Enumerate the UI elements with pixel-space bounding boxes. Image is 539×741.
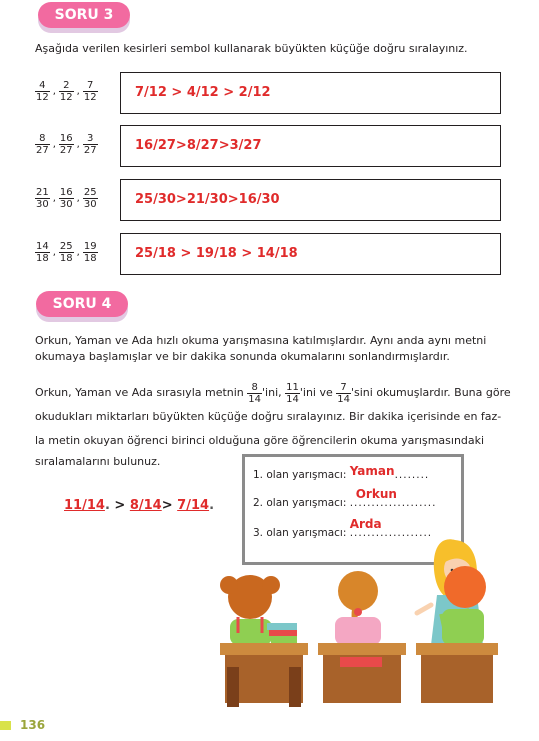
fraction-numerator: 4	[35, 80, 50, 92]
fraction-denominator: 27	[59, 145, 73, 156]
page-number: 136	[20, 718, 46, 732]
fraction-denominator: 12	[83, 92, 97, 103]
fraction-numerator: 25	[59, 241, 73, 252]
fraction	[59, 133, 74, 156]
fraction-numerator: 8	[247, 382, 262, 394]
comma-separator: ,	[76, 193, 80, 204]
board-answer-3: Arda	[349, 517, 382, 531]
fraction-numerator: 21	[36, 187, 49, 198]
fraction-denominator: 14	[248, 393, 262, 405]
comma-separator: ,	[76, 247, 80, 258]
fraction-numerator: 7	[336, 382, 351, 394]
fraction	[59, 80, 74, 103]
fraction-numerator: 11	[286, 381, 299, 393]
fraction-row-3	[35, 187, 98, 210]
soru-4-paragraph-1-line-1: Orkun, Yaman ve Ada hızlı okuma yarışmasına katılmışlardır. Aynı anda aynı metni	[35, 334, 487, 347]
soru-3-instruction: Aşağıda verilen kesirleri sembol kullanarak büyükten küçüğe doğru sıralayınız.	[35, 42, 468, 55]
fraction-numerator: 8	[35, 133, 50, 145]
fraction-numerator: 19	[83, 241, 97, 252]
board-dots-2: ....................	[349, 497, 437, 509]
fraction	[83, 80, 98, 103]
answer-box-2	[120, 125, 501, 167]
order-3: 7/14	[177, 498, 210, 513]
order-1: 11/14	[64, 498, 105, 513]
comma-separator: ,	[52, 86, 56, 97]
fraction-numerator: 25	[83, 187, 97, 198]
board-dots-3: ...................	[349, 527, 433, 539]
board-dots-1: ........	[394, 469, 430, 481]
fraction-denominator: 18	[59, 253, 73, 264]
fraction	[35, 187, 50, 210]
comma-separator: ,	[52, 193, 56, 204]
fraction-8-14	[247, 382, 262, 405]
fraction-11-14	[285, 382, 300, 405]
order-sep-2: >	[161, 498, 173, 513]
fraction-numerator: 7	[83, 80, 98, 92]
handwritten-answer: 25/18 > 19/18 > 14/18	[135, 246, 298, 261]
board-label-2: 2. olan yarışmacı:	[253, 497, 347, 509]
handwritten-order: 11/14. > 8/14> 7/14.	[64, 498, 215, 513]
comma-separator: ,	[76, 139, 80, 150]
fraction	[35, 241, 50, 264]
fraction-numerator: 16	[59, 133, 73, 144]
handwritten-answer: 16/27>8/27>3/27	[135, 138, 262, 153]
fraction-row-1	[35, 80, 98, 103]
answer-box-1	[120, 72, 501, 114]
fraction-numerator: 16	[59, 187, 73, 198]
fraction	[83, 187, 98, 210]
fraction-numerator: 2	[59, 80, 74, 92]
fraction-numerator: 3	[83, 133, 98, 145]
fraction-numerator: 14	[36, 241, 49, 252]
fraction-denominator: 27	[83, 145, 97, 156]
para2-suffix-2: 'ini ve	[299, 386, 333, 399]
order-sep-1: >	[114, 498, 126, 513]
answer-box-4	[120, 233, 501, 275]
soru-4-paragraph-2-line-3: la metin okuyan öğrenci birinci olduğuna göre öğrencilerin okuma yarışmasındaki	[35, 434, 485, 447]
soru-4-paragraph-1-line-2: okumaya başlamışlar ve bir dakika sonunda okumalarını sonlandırmışlardır.	[35, 350, 450, 363]
soru-3-badge: SORU 3	[38, 2, 130, 28]
handwritten-answer: 25/30>21/30>16/30	[135, 192, 280, 207]
comma-separator: ,	[52, 139, 56, 150]
fraction	[59, 187, 74, 210]
soru-4-paragraph-2-line-1	[35, 380, 511, 406]
soru-4-paragraph-2-line-4: sıralamalarını bulunuz.	[35, 455, 161, 468]
fraction-denominator: 18	[36, 253, 49, 264]
fraction	[83, 133, 98, 156]
fraction-row-2	[35, 133, 98, 156]
soru-4-badge: SORU 4	[36, 291, 128, 317]
fraction-denominator: 30	[59, 199, 73, 210]
fraction-denominator: 30	[36, 199, 49, 210]
board-answer-2: Orkun	[355, 487, 397, 501]
fraction	[83, 241, 98, 264]
comma-separator: ,	[76, 86, 80, 97]
fraction	[59, 241, 74, 264]
fraction-denominator: 30	[83, 199, 97, 210]
classroom-illustration	[205, 485, 505, 715]
student-middle	[335, 571, 381, 645]
fraction-row-4	[35, 241, 98, 264]
fraction-denominator: 12	[36, 92, 49, 103]
fraction	[35, 80, 50, 103]
fraction-denominator: 14	[286, 393, 299, 405]
fraction-denominator: 12	[59, 92, 73, 103]
board-answer-1: Yaman	[349, 464, 395, 478]
page-number-bar	[0, 721, 11, 730]
order-2: 8/14	[129, 498, 162, 513]
comma-separator: ,	[52, 247, 56, 258]
fraction-denominator: 27	[36, 145, 49, 156]
board-line-1	[253, 464, 430, 481]
board-label-1: 1. olan yarışmacı:	[253, 469, 347, 481]
para2-lead: Orkun, Yaman ve Ada sırasıyla metnin	[35, 386, 244, 399]
fraction-7-14	[336, 382, 351, 405]
handwritten-answer: 7/12 > 4/12 > 2/12	[135, 85, 271, 100]
soru-4-paragraph-2-line-2: okudukları miktarları büyükten küçüğe doğru sıralayınız. Bir dakika içerisinde en faz-	[35, 410, 502, 423]
fraction	[35, 133, 50, 156]
fraction-denominator: 18	[83, 253, 97, 264]
para2-suffix-1: 'ini,	[262, 386, 282, 399]
para2-suffix-3: 'sini okumuşlardır. Buna göre	[350, 386, 511, 399]
answer-box-3	[120, 179, 501, 221]
fraction-denominator: 14	[337, 393, 350, 405]
board-label-3: 3. olan yarışmacı:	[253, 527, 347, 539]
